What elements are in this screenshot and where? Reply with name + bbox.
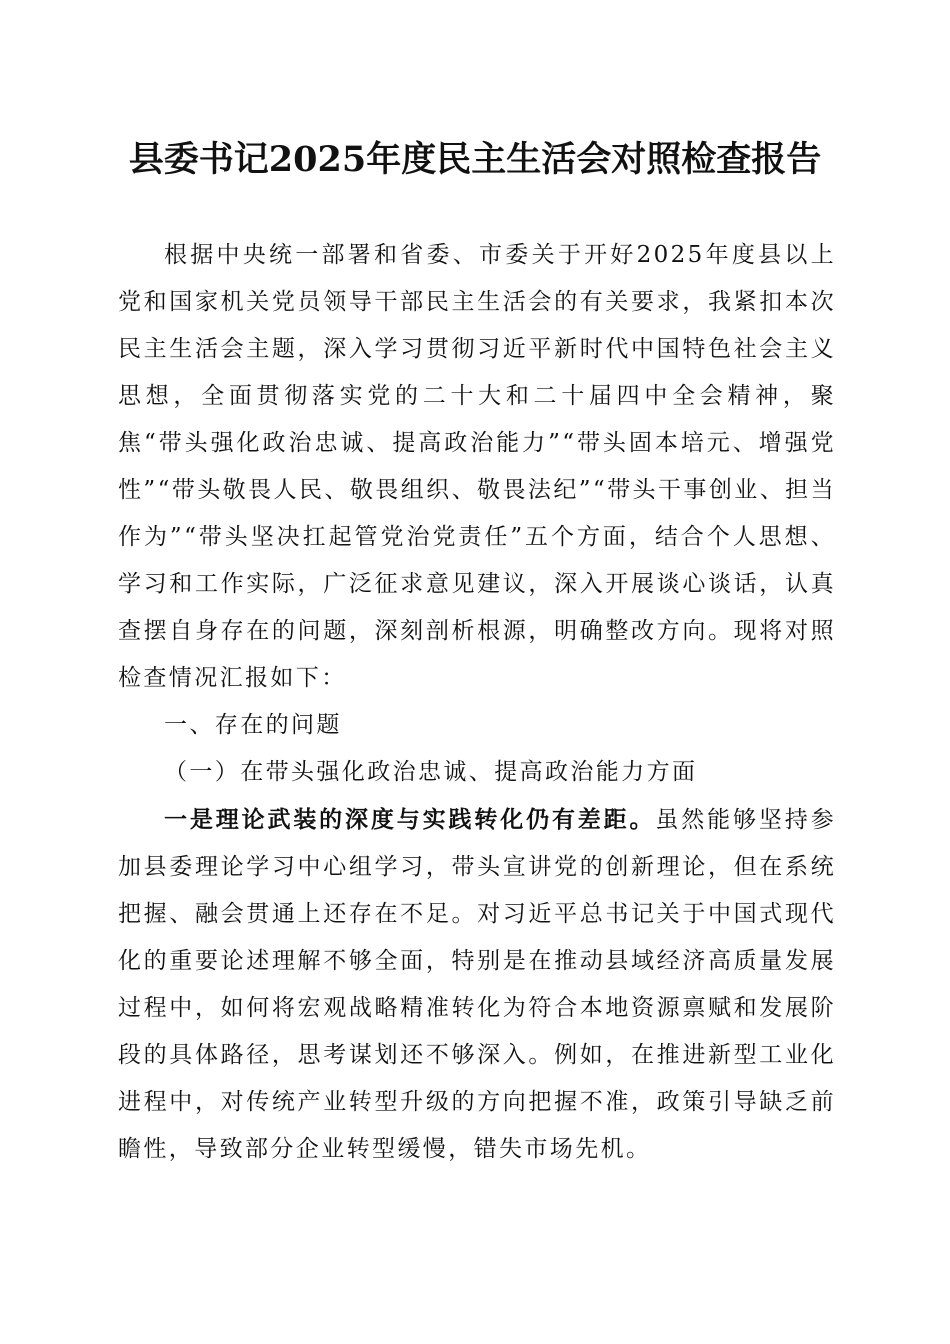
section-heading-problems: 一、存在的问题 [164, 712, 342, 738]
intro-paragraph: 根据中央统一部署和省委、市委关于开好2025年度县以上党和国家机关党员领导干部民主生活会的有关要求，我紧扣本次民主生活会主题，深入学习贯彻习近平新时代中国特色社会主义思想，全面贯彻落实党的二十大和二十届四中全会精神，聚焦“带头强化政治忠诚、提高政治能力”“带头固本培元、增强党性”“带头敬畏人民、敬畏组织、敬畏法纪”“带头干事创业、担当作为”“带头坚决扛起管党治党责任”五个方面，结合个人思想、学习和工作实际，广泛征求意见建议，深入开展谈心谈话，认真查摆自身存在的问题，深刻剖析根源，明确整改方向。现将对照检查情况汇报如下： [118, 242, 836, 691]
point-paragraph-theory [118, 796, 836, 1173]
point-body-text: 虽然能够坚持参加县委理论学习中心组学习，带头宣讲党的创新理论，但在系统把握、融会贯通上还存在不足。对习近平总书记关于中国式现代化的重要论述理解不够全面，特别是在推动县域经济高质量发展过程中，如何将宏观战略精准转化为符合本地资源禀赋和发展阶段的具体路径，思考谋划还不够深入。例如，在推进新型工业化进程中，对传统产业转型升级的方向把握不准，政策引导缺乏前瞻性，导致部分企业转型缓慢，错失市场先机。 [118, 807, 836, 1162]
document-title: 县委书记2025年度民主生活会对照检查报告 [128, 139, 822, 180]
subsection-heading-political-loyalty: （一）在带头强化政治忠诚、提高政治能力方面 [164, 759, 698, 785]
document-body [118, 232, 836, 1173]
point-lead-sentence: 一是理论武装的深度与实践转化仍有差距。 [164, 806, 656, 833]
